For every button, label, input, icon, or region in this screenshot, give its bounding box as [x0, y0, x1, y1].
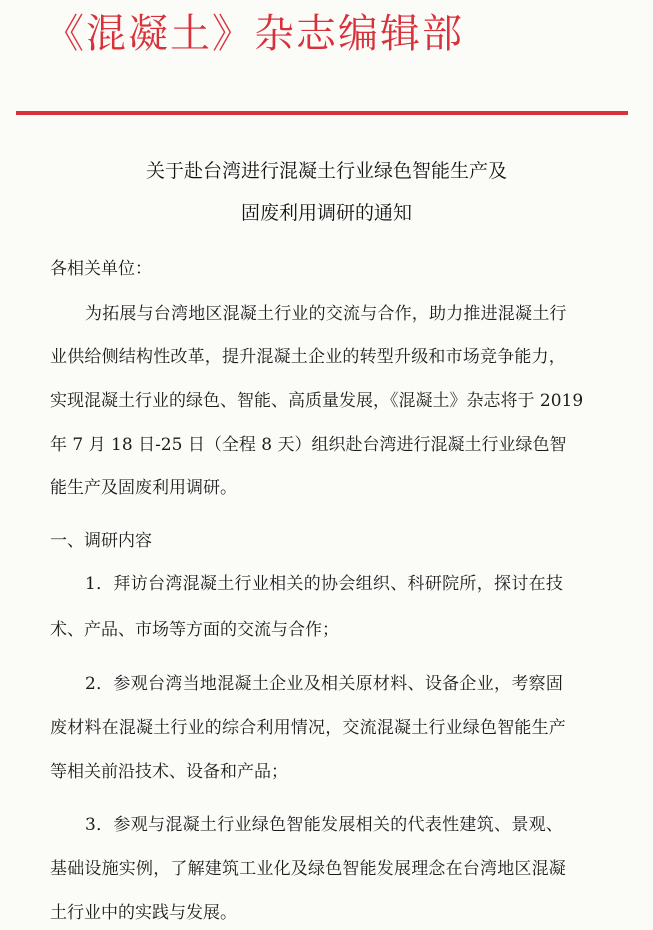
list-item-line: 废材料在混凝土行业的综合利用情况，交流混凝土行业绿色智能生产 — [50, 718, 566, 738]
masthead: 《混凝土》杂志编辑部 — [44, 11, 464, 57]
document-title-line-1: 关于赴台湾进行混凝土行业绿色智能生产及 — [145, 160, 507, 182]
list-item-line: 等相关前沿技术、设备和产品； — [50, 762, 288, 782]
list-item-line: 1．拜访台湾混凝土行业相关的协会组织、科研院所，探讨在技 — [85, 574, 564, 594]
salutation: 各相关单位： — [50, 259, 152, 279]
intro-line: 能生产及固废利用调研。 — [50, 478, 237, 498]
intro-line: 业供给侧结构性改革，提升混凝土企业的转型升级和市场竞争能力， — [50, 347, 566, 367]
document-title-line-2: 固废利用调研的通知 — [240, 202, 412, 224]
list-item-line: 3．参观与混凝土行业绿色智能发展相关的代表性建筑、景观、 — [85, 815, 564, 835]
masthead-red-rule — [16, 111, 628, 115]
section-heading: 一、调研内容 — [50, 531, 152, 551]
list-item-line: 2．参观台湾当地混凝土企业及相关原材料、设备企业，考察固 — [85, 674, 564, 694]
intro-line: 年 7 月 18 日-25 日（全程 8 天）组织赴台湾进行混凝土行业绿色智 — [50, 435, 567, 455]
intro-line: 实现混凝土行业的绿色、智能、高质量发展，《混凝土》杂志将于 2019 — [50, 391, 584, 411]
list-item-line: 基础设施实例，了解建筑工业化及绿色智能发展理念在台湾地区混凝 — [50, 859, 566, 879]
list-item-line: 土行业中的实践与发展。 — [50, 903, 237, 923]
list-item-line: 术、产品、市场等方面的交流与合作； — [50, 620, 339, 640]
intro-line: 为拓展与台湾地区混凝土行业的交流与合作，助力推进混凝土行 — [85, 304, 567, 324]
